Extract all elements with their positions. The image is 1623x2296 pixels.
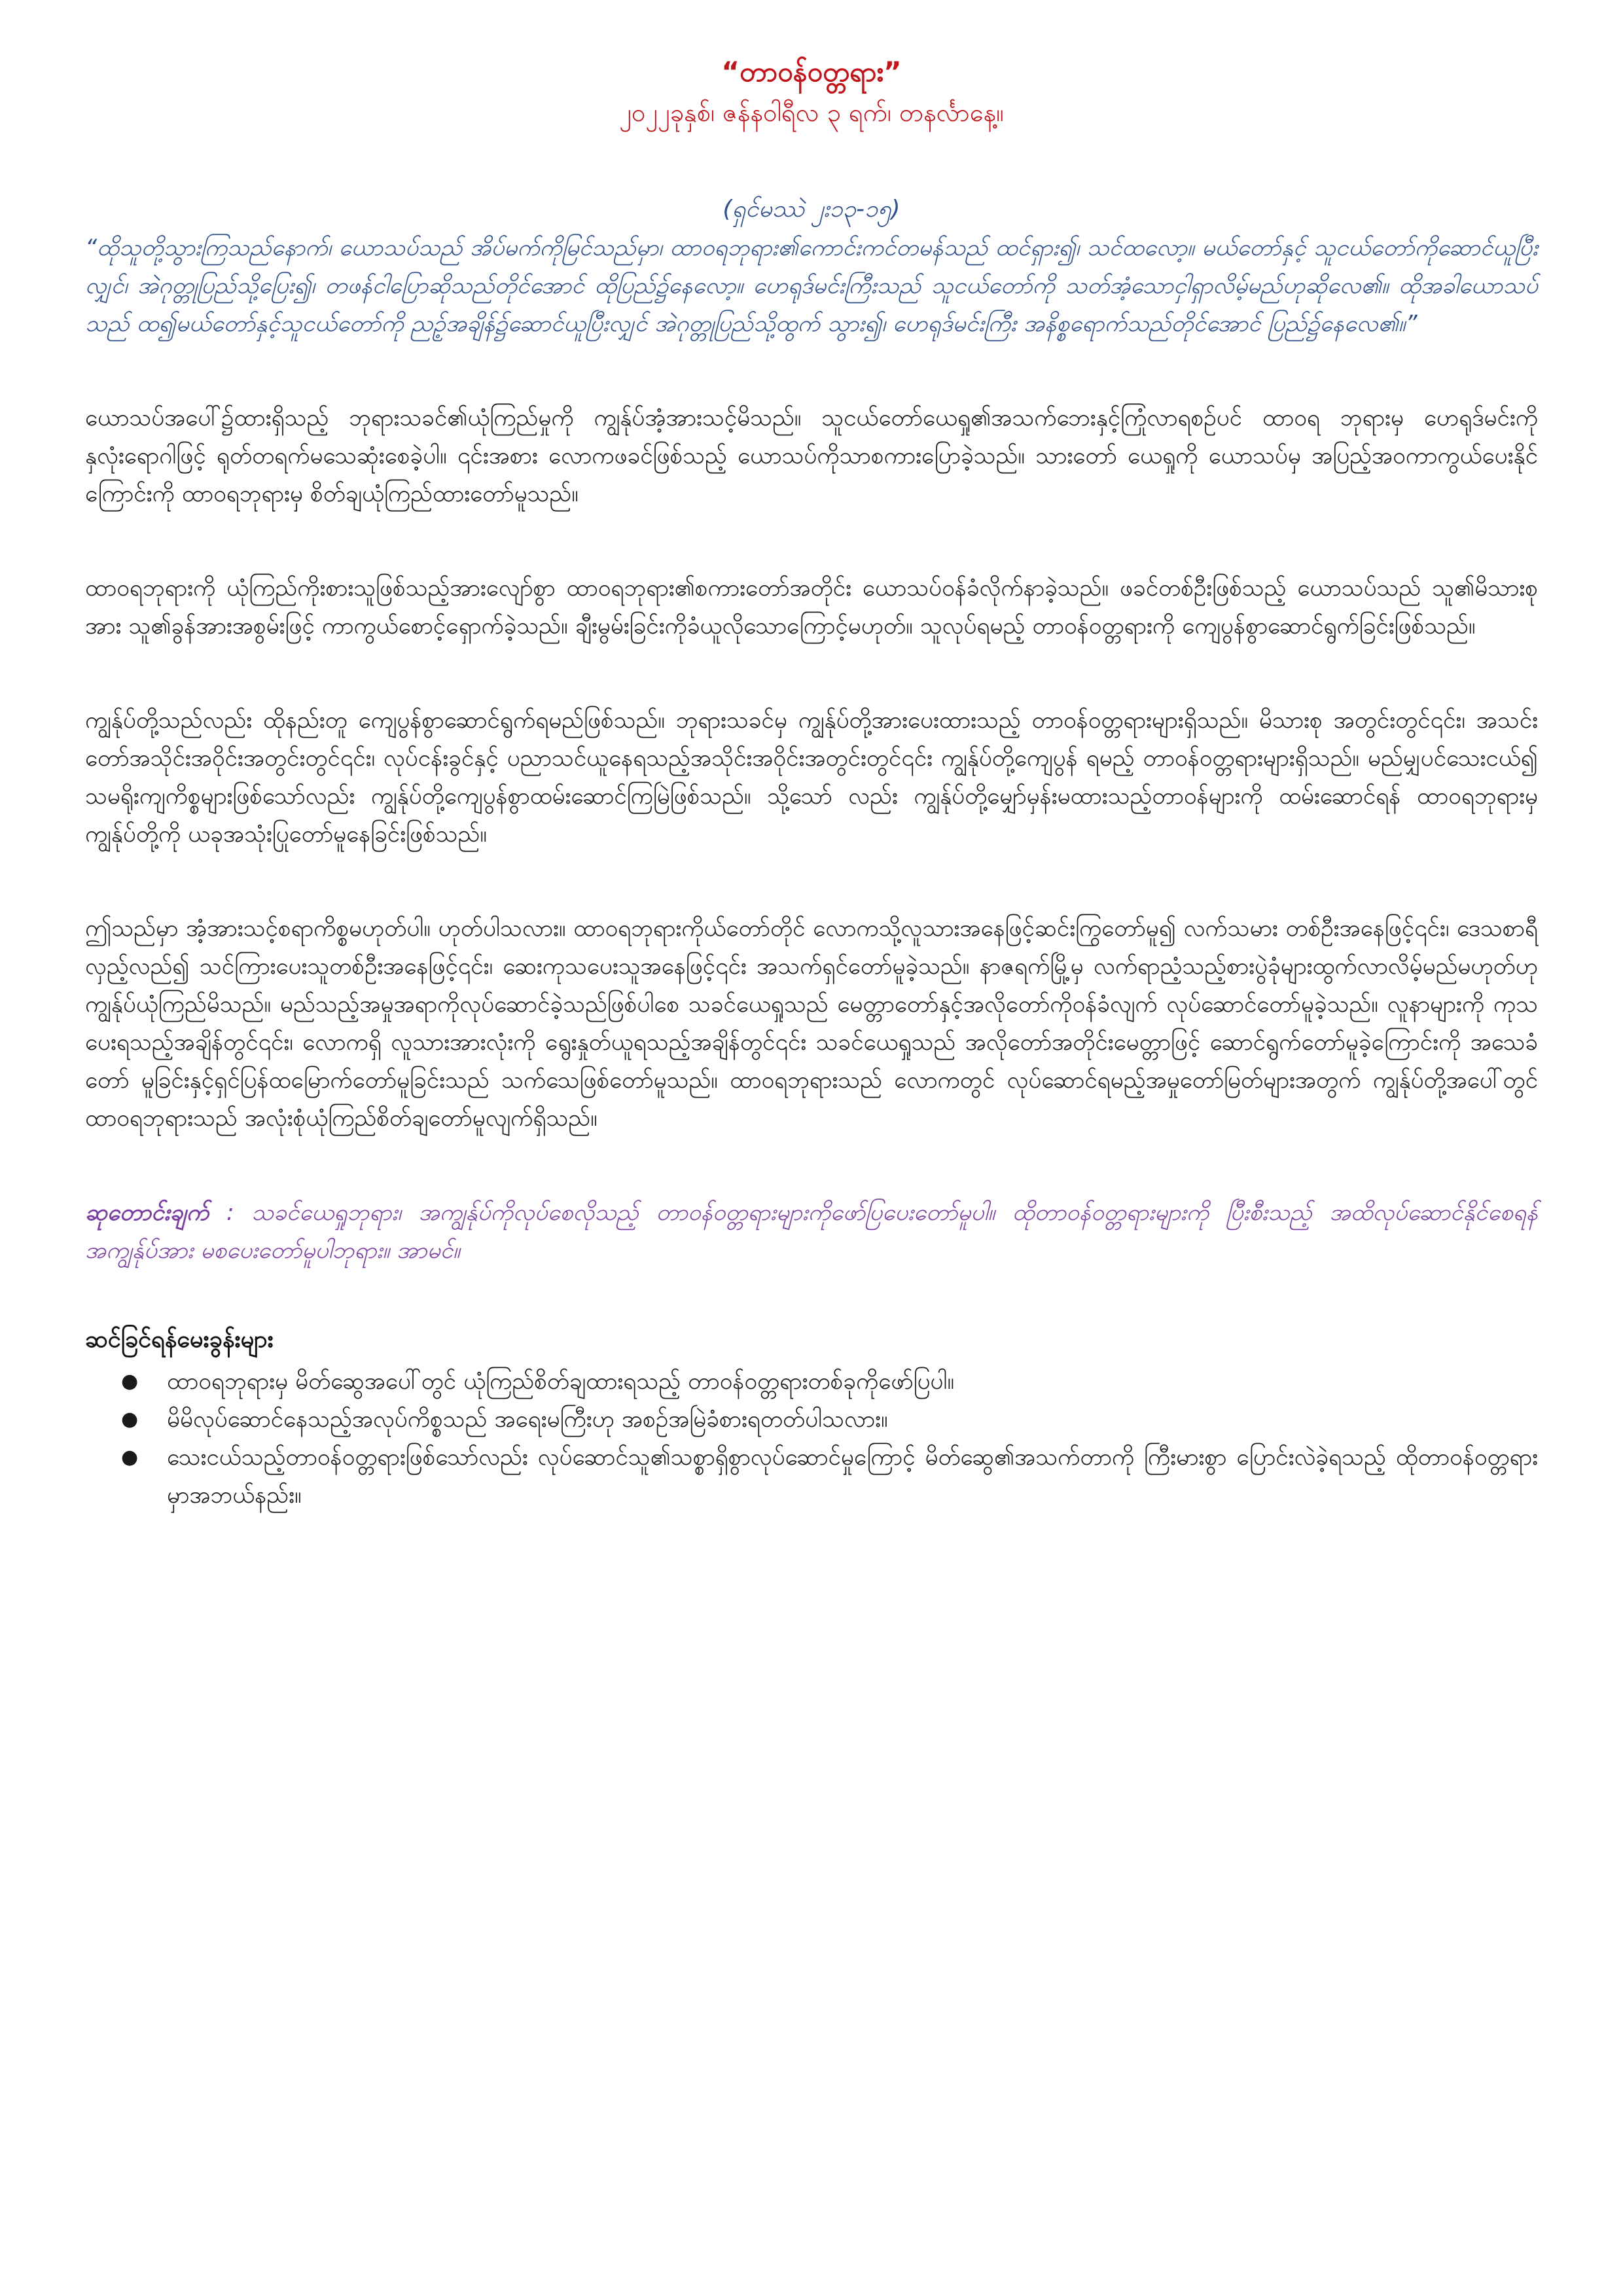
question-text: သေးငယ်သည့်တာဝန်ဝတ္တရားဖြစ်သော်လည်း လုပ်ဆောင်သူ၏သစ္စာရှိစွာလုပ်ဆောင်မှုကြောင့် မိတ်ဆွေ၏အသက်တာကို ကြီးမားစွာ ပြောင်းလဲခဲ့ရသည့် ထိုတာဝန်ဝတ္တရားမှာအဘယ်နည်း။ [167,1444,1538,1509]
date-line: ၂၀၂၂ခုနှစ်၊ ဇန်နဝါရီလ ၃ ရက်၊ တနင်္လာနေ့။ [619,98,1004,127]
prayer-text: သခင်ယေရှုဘုရား၊ အကျွန်ုပ်ကိုလုပ်စေလိုသည့် တာဝန်ဝတ္တရားများကိုဖော်ပြပေးတော်မူပါ။ ထိုတာဝန်ဝတ္တရားများကို ပြီးစီးသည့် အထိလုပ်ဆောင်နိုင်စေရန် အကျွန်ုပ်အား မစပေးတော်မူပါဘုရား။ အာမင်။ [85,1200,1538,1264]
questions-list [85,1363,1538,1515]
bullet-icon: ● [121,1408,139,1431]
body-paragraph-2: ထာဝရဘုရားကို ယုံကြည်ကိုးစားသူဖြစ်သည့်အားလျော်စွာ ထာဝရဘုရား၏စကားတော်အတိုင်း ယောသပ်ဝန်ခံလိုက်နာခဲ့သည်။ ဖခင်တစ်ဦးဖြစ်သည့် ယောသပ်သည် သူ၏မိသားစုအား သူ၏ခွန်အားအစွမ်းဖြင့် ကာကွယ်စောင့်ရှောက်ခဲ့သည်။ ချီးမွမ်းခြင်းကိုခံယူလိုသောကြောင့်မဟုတ်။ သူလုပ်ရမည့် တာဝန်ဝတ္တရားကို ကျေပွန်စွာဆောင်ရွက်ခြင်းဖြစ်သည်။ [85,575,1538,639]
scripture-text: “ထိုသူတို့သွားကြသည်နောက်၊ ယောသပ်သည် အိပ်မက်ကိုမြင်သည်မှာ၊ ထာဝရဘုရား၏ကောင်းကင်တမန်သည် ထင်ရှား၍၊ သင်ထလော့။ မယ်တော်နှင့် သူငယ်တော်ကိုဆောင်ယူပြီးလျှင်၊ အဲဂုတ္တုပြည်သို့ပြေး၍၊ တဖန်ငါပြောဆိုသည်တိုင်အောင် ထိုပြည်၌နေလော့။ ဟေရုဒ်မင်းကြီးသည် သူငယ်တော်ကို သတ်အံ့သောငှါရှာလိမ့်မည်ဟုဆိုလေ၏။ ထိုအခါယောသပ်သည် ထ၍မယ်တော်နှင့်သူငယ်တော်ကို ညဉ့်အချိန်၌ဆောင်ယူပြီးလျှင် အဲဂုတ္တုပြည်သို့ထွက် သွား၍၊ ဟေရုဒ်မင်းကြီး အနိစ္စရောက်သည်တိုင်အောင် ပြည်၌နေလေ၏။” [85,235,1538,337]
prayer-block [85,1194,1538,1270]
body-paragraph-4: ဤသည်မှာ အံ့အားသင့်စရာကိစ္စမဟုတ်ပါ။ ဟုတ်ပါသလား။ ထာဝရဘုရားကိုယ်တော်တိုင် လောကသို့လူသားအနေဖြင့်ဆင်းကြွတော်မူ၍ လက်သမား တစ်ဦးအနေဖြင့်၎င်း၊ ဒေသစာရီလှည့်လည်၍ သင်ကြားပေးသူတစ်ဦးအနေဖြင့်၎င်း၊ ဆေးကုသပေးသူအနေဖြင့်၎င်း အသက်ရှင်တော်မူခဲ့သည်။ နာဇရက်မြို့မှ လက်ရာညံ့သည့်စားပွဲခုံများထွက်လာလိမ့်မည်မဟုတ်ဟု ကျွန်ုပ်ယုံကြည်မိသည်။ မည်သည့်အမှုအရာကိုလုပ်ဆောင်ခဲ့သည်ဖြစ်ပါစေ သခင်ယေရှုသည် မေတ္တာတော်နှင့်အလိုတော်ကိုဝန်ခံလျက် လုပ်ဆောင်တော်မူခဲ့သည်။ လူနာများကို ကုသပေးရသည့်အချိန်တွင်၎င်း၊ လောကရှိ လူသားအားလုံးကို ရွေးနှုတ်ယူရသည့်အချိန်တွင်၎င်း သခင်ယေရှုသည် အလိုတော်အတိုင်းမေတ္တာဖြင့် ဆောင်ရွက်တော်မူခဲ့ကြောင်းကို အသေခံတော် မူခြင်းနှင့်ရှင်ပြန်ထမြောက်တော်မူခြင်းသည် သက်သေဖြစ်တော်မူသည်။ ထာဝရဘုရားသည် လောကတွင် လုပ်ဆောင်ရမည့်အမှုတော်မြတ်များအတွက် ကျွန်ုပ်တို့အပေါ်တွင် ထာဝရဘုရားသည် အလုံးစုံယုံကြည်စိတ်ချတော်မူလျက်ရှိသည်။ [85,916,1538,1132]
body-paragraph-1: ယောသပ်အပေါ်၌ထားရှိသည့် ဘုရားသခင်၏ယုံကြည်မှုကို ကျွန်ုပ်အံ့အားသင့်မိသည်။ သူငယ်တော်ယေရှု၏အသက်ဘေးနှင့်ကြုံလာရစဉ်ပင် ထာဝရ ဘုရားမှ ဟေရုဒ်မင်းကို နှလုံးရောဂါဖြင့် ရုတ်တရက်မသေဆုံးစေခဲ့ပါ။ ၎င်းအစား လောကဖခင်ဖြစ်သည့် ယောသပ်ကိုသာစကားပြောခဲ့သည်။ သားတော် ယေရှုကို ယောသပ်မှ အပြည့်အဝကာကွယ်ပေးနိုင်ကြောင်းကို ထာဝရဘုရားမှ စိတ်ချယုံကြည်ထားတော်မူသည်။ [85,405,1538,507]
prayer-label: ဆုတောင်းချက် [85,1200,209,1226]
bullet-icon: ● [121,1446,139,1469]
prayer-separator: : [209,1200,252,1226]
bullet-icon: ● [121,1370,139,1393]
question-item [121,1439,1538,1515]
question-item [121,1363,1538,1401]
questions-heading: ဆင်ခြင်ရန်မေးခွန်းများ [85,1326,274,1353]
page-title: “တာဝန်ဝတ္တရား” [721,56,902,88]
body-paragraph-3: ကျွန်ုပ်တို့သည်လည်း ထိုနည်းတူ ကျေပွန်စွာဆောင်ရွက်ရမည်ဖြစ်သည်။ ဘုရားသခင်မှ ကျွန်ုပ်တို့အားပေးထားသည့် တာဝန်ဝတ္တရားများရှိသည်။ မိသားစု အတွင်းတွင်၎င်း၊ အသင်းတော်အသိုင်းအဝိုင်းအတွင်းတွင်၎င်း၊ လုပ်ငန်းခွင်နှင့် ပညာသင်ယူနေရသည့်အသိုင်းအဝိုင်းအတွင်းတွင်၎င်း ကျွန်ုပ်တို့ကျေပွန် ရမည့် တာဝန်ဝတ္တရားများရှိသည်။ မည်မျှပင်သေးငယ်၍ သမရိုးကျကိစ္စများဖြစ်သော်လည်း ကျွန်ုပ်တို့ကျေပွန်စွာထမ်းဆောင်ကြမြဲဖြစ်သည်။ သို့သော် လည်း ကျွန်ုပ်တို့မျှော်မှန်းမထားသည့်တာဝန်များကို ထမ်းဆောင်ရန် ထာဝရဘုရားမှ ကျွန်ုပ်တို့ကို ယခုအသုံးပြုတော်မူနေခြင်းဖြစ်သည်။ [85,708,1538,848]
question-item [121,1401,1538,1439]
question-text: ထာဝရဘုရားမှ မိတ်ဆွေအပေါ်တွင် ယုံကြည်စိတ်ချထားရသည့် တာဝန်ဝတ္တရားတစ်ခုကိုဖော်ပြပါ။ [167,1369,955,1395]
question-text: မိမိလုပ်ဆောင်နေသည့်အလုပ်ကိစ္စသည် အရေးမကြီးဟု အစဉ်အမြဲခံစားရတတ်ပါသလား။ [167,1407,888,1433]
scripture-reference: (ရှင်မဿဲ ၂း၁၃-၁၅) [722,196,901,223]
